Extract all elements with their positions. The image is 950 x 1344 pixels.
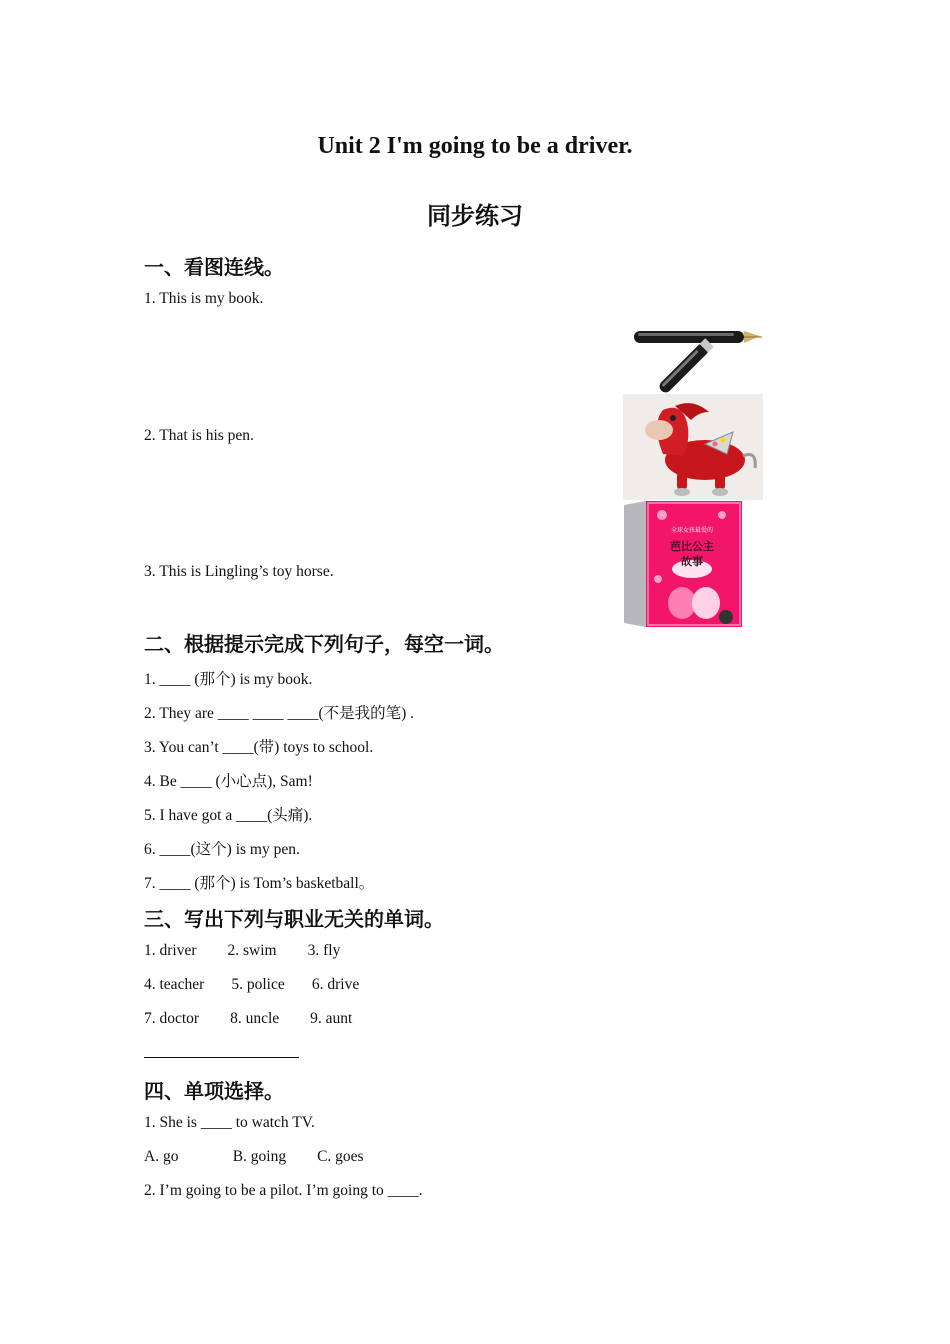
- page-title: Unit 2 I'm going to be a driver.: [317, 133, 633, 159]
- section2-item-1: 1. ____ (那个) is my book.: [144, 671, 313, 688]
- section3-row-1: 1. driver 2. swim 3. fly: [144, 942, 341, 959]
- section1-item-1: 1. This is my book.: [144, 290, 264, 307]
- section3-row-2: 4. teacher 5. police 6. drive: [144, 976, 360, 993]
- section3-row-3: 7. doctor 8. uncle 9. aunt: [144, 1010, 353, 1027]
- pen-image: [628, 322, 768, 394]
- page-subtitle: 同步练习: [427, 202, 523, 230]
- section4-heading: 四、单项选择。: [144, 1079, 284, 1103]
- section3-heading: 三、写出下列与职业无关的单词。: [144, 907, 444, 931]
- pen-icon: [634, 331, 762, 394]
- section2-item-4: 4. Be ____ (小心点), Sam!: [144, 773, 313, 790]
- section2-item-2: 2. They are ____ ____ ____(不是我的笔) .: [144, 705, 415, 722]
- book-cover-line-2: 芭比公主: [670, 540, 714, 553]
- book-icon: [624, 501, 742, 627]
- answer-line: [144, 1057, 299, 1058]
- section1-heading: 一、看图连线。: [144, 255, 284, 279]
- section4-options-1: A. go B. going C. goes: [144, 1148, 364, 1165]
- section2-heading: 二、根据提示完成下列句子，每空一词。: [144, 632, 504, 656]
- toy-horse-image: [623, 394, 763, 500]
- book-cover-line-1: 全球女孩最爱的: [670, 527, 714, 534]
- section2-item-6: 6. ____(这个) is my pen.: [144, 841, 300, 858]
- section1-item-2: 2. That is his pen.: [144, 427, 254, 444]
- section2-item-3: 3. You can’t ____(带) toys to school.: [144, 739, 374, 756]
- book-image: [622, 499, 744, 631]
- section2-item-7: 7. ____ (那个) is Tom’s basketball。: [144, 875, 375, 892]
- section1-item-3: 3. This is Lingling’s toy horse.: [144, 563, 334, 580]
- section4-question-1: 1. She is ____ to watch TV.: [144, 1114, 315, 1131]
- section2-item-5: 5. I have got a ____(头痛).: [144, 807, 313, 824]
- section4-question-2: 2. I’m going to be a pilot. I’m going to ____.: [144, 1182, 423, 1199]
- book-cover-line-3: 故事: [681, 555, 703, 568]
